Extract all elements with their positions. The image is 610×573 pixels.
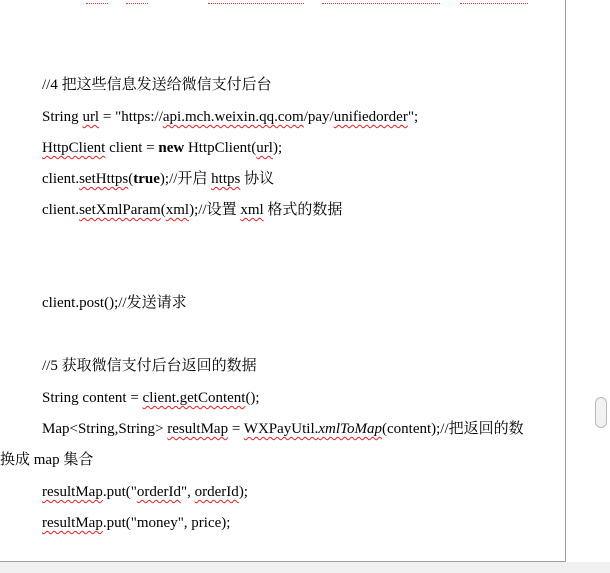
comment-step-5[interactable]: //5 获取微信支付后台返回的数据 <box>42 358 257 374</box>
spell-squiggle <box>86 0 108 4</box>
code-line-httpclient[interactable]: HttpClient client = new HttpClient(url); <box>42 140 283 156</box>
vertical-scrollbar[interactable] <box>592 0 610 573</box>
spell-squiggle <box>126 0 148 4</box>
spell-squiggle <box>460 0 528 4</box>
status-strip <box>0 562 610 573</box>
code-line-url[interactable]: String url = "https://api.mch.weixin.qq.com/pay/unifiedorder"; <box>42 109 419 125</box>
code-line-continuation[interactable]: 换成 map 集合 <box>0 452 94 468</box>
code-line-set-https[interactable]: client.setHttps(true);//开启 https 协议 <box>42 171 275 187</box>
scrollbar-thumb[interactable] <box>595 397 607 428</box>
code-line-content[interactable]: String content = client.getContent(); <box>42 390 260 406</box>
comment-step-4[interactable]: //4 把这些信息发送给微信支付后台 <box>42 77 272 93</box>
code-line-put-money[interactable]: resultMap.put("money", price); <box>42 515 231 531</box>
code-line-put-order-id[interactable]: resultMap.put("orderId", orderId); <box>42 484 248 500</box>
code-line-post[interactable]: client.post();//发送请求 <box>42 295 187 311</box>
spell-squiggle <box>322 0 440 4</box>
code-line-result-map[interactable]: Map<String,String> resultMap = WXPayUtil.xmlToMap(content);//把返回的数 <box>42 421 524 437</box>
spell-squiggle <box>208 0 304 4</box>
code-line-set-xml[interactable]: client.setXmlParam(xml);//设置 xml 格式的数据 <box>42 202 343 218</box>
